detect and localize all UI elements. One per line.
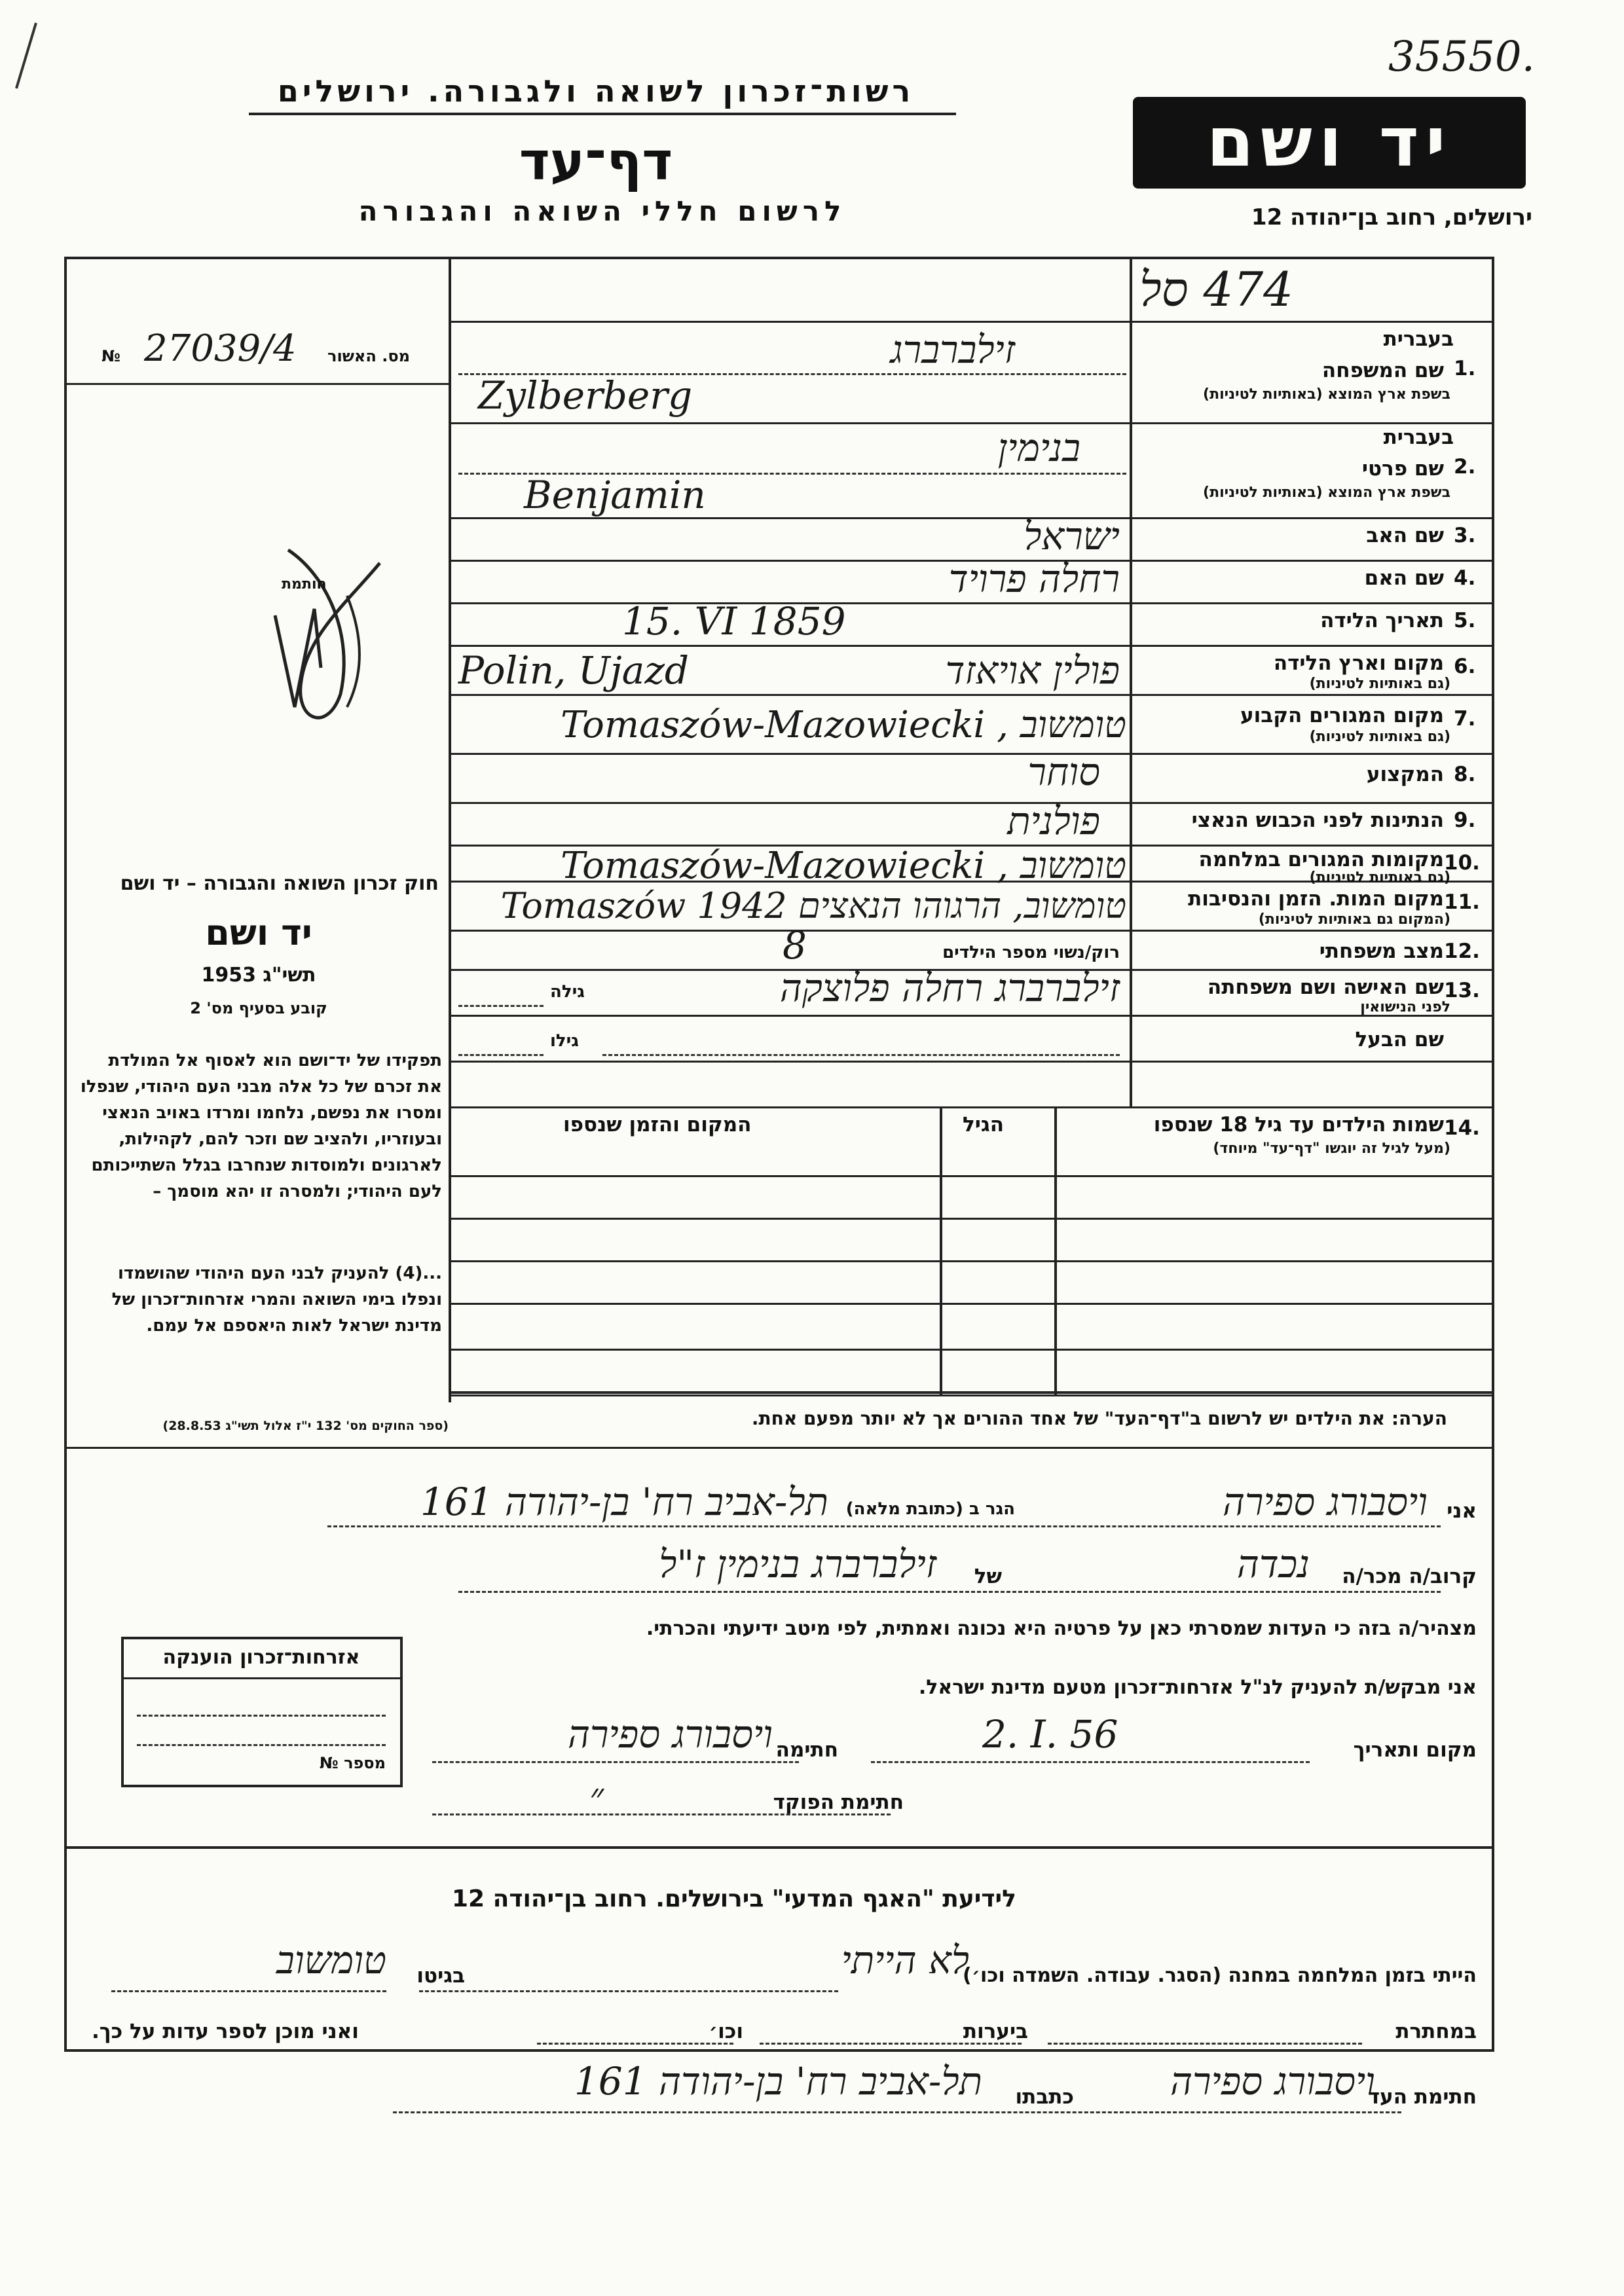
field-9-value: פולנית — [1007, 799, 1100, 843]
approval-label: מס. האשור — [327, 347, 410, 365]
field-10-sub: (גם באותיות לטיניות) — [1309, 869, 1450, 886]
field-7-label: מקום המגורים הקבוע — [1240, 704, 1444, 727]
research-witness-line — [393, 2111, 1401, 2113]
field-12-number: 12. — [1444, 939, 1480, 963]
field-8-label: המקצוע — [1366, 763, 1444, 786]
row-line — [451, 645, 1494, 647]
husband-label: שם הבעל — [1355, 1028, 1444, 1051]
field-6-label: מקום וארץ הלידה — [1273, 651, 1444, 675]
field-6-value-heb: פולין אויאזד — [945, 648, 1120, 693]
decl-of-label: של — [974, 1565, 1002, 1588]
decl-request: אני מבקש/ת להעניק לנ"ל אזרחות־זכרון מטעם מדינת ישראל. — [918, 1676, 1477, 1699]
research-forests-line — [760, 2043, 1022, 2045]
research-address-value: תל-אביב רח' בן-יהודה 161 — [574, 2059, 982, 2104]
sidebar-gazette: (ספר החוקים מס' 132 י"ז אלול תשי"ג 28.8.53) — [162, 1419, 449, 1433]
children-col-divider — [1054, 1106, 1057, 1394]
decl-residing-label: הגר ב (כתובת מלאה) — [845, 1499, 1015, 1519]
logo-text: יד ושם — [1206, 102, 1452, 182]
note-rule — [451, 1391, 1494, 1394]
header-address: ירושלים, רחוב בן־יהודה 12 — [1251, 204, 1532, 230]
decl-i-value: ויסבורג ספירה — [1223, 1480, 1428, 1524]
field-14-sub: (מעל לגיל זה יוגשו "דף־עד" מיוחד) — [1213, 1140, 1450, 1157]
field-14-number: 14. — [1444, 1116, 1480, 1140]
sidebar-body-1: תפקידו של יד־ושם הוא לאסוף אל המולדת את זכרם של כל אלה מבני העם היהודי, שנפלו ומסרו את נפשם, נלחמו ומרדו באויב הנאצי ובעוזריו, ולהציב שם וזכר להם, לקהילות, לארגונים ולמוסדות שנחרבו בגלל השתייכותם לעם היהודי; ולמסרה זו יהא מוסמך – — [80, 1051, 442, 1201]
husband-age-line — [458, 1054, 544, 1056]
row-line — [451, 694, 1494, 696]
children-col-age: הגיל — [963, 1113, 1005, 1137]
children-row — [451, 1260, 1494, 1262]
decl-line-2 — [458, 1591, 1441, 1593]
row-line — [451, 422, 1494, 424]
field-13-number: 13. — [1444, 979, 1480, 1002]
citizenship-box-number: מספר № — [319, 1754, 386, 1772]
field-3-number: 3. — [1454, 524, 1476, 547]
field-6-number: 6. — [1454, 655, 1476, 678]
sidebar-section: קובע בסעיף מס' 2 — [190, 999, 327, 1017]
field-1-heb-value: זילברברג — [890, 327, 1015, 372]
children-row — [451, 1218, 1494, 1220]
citizenship-box-line — [137, 1744, 386, 1746]
research-etc-line — [537, 2043, 733, 2045]
note-text: הערה: את הילדים יש לרשום ב"דף־העד" של אחד ההורים אך לא יותר מפעם אחת. — [751, 1408, 1447, 1429]
field-2-heb-value: בנימין — [997, 426, 1080, 470]
decl-signature-line — [432, 1761, 799, 1763]
field-2-sub: בשפת ארץ המוצא (באותיות לטיניות) — [1203, 484, 1450, 501]
research-etc-label: וכו׳ — [709, 2020, 743, 2043]
corner-mark — [13, 20, 39, 94]
research-camp-line — [419, 1990, 838, 1992]
research-ghetto-label: בגיטו — [416, 1964, 465, 1988]
row-line — [451, 1061, 1494, 1063]
research-camp-value: לא הייתי — [841, 1938, 969, 1982]
field-11-number: 11. — [1444, 890, 1480, 914]
field-10-label: מקומות המגורים במלחמה — [1198, 848, 1444, 871]
decl-date-value: 2. I. 56 — [982, 1712, 1118, 1757]
children-col-divider — [940, 1106, 942, 1394]
field-12-value: 8 — [783, 923, 807, 968]
yad-vashem-logo — [1133, 97, 1526, 189]
field-11-sub: (המקום גם באותיות לטיניות) — [1258, 911, 1450, 928]
research-witness-value: ויסבורג ספירה — [1170, 2059, 1375, 2104]
citizenship-box-rule — [124, 1677, 400, 1679]
children-row — [451, 1175, 1494, 1177]
note-bottom-rule — [65, 1447, 1494, 1449]
authority-title: רשות־זכרון לשואה ולגבורה. ירושלים — [277, 73, 915, 109]
form-subtitle: לרשום חללי השואה והגבורה — [358, 195, 847, 227]
research-was-during-war: הייתי בזמן המלחמה במחנה (הסגר. עבודה. השמדה וכו׳) — [963, 1964, 1477, 1987]
field-7-number: 7. — [1454, 707, 1476, 731]
research-title: לידיעת "האגף המדעי" בירושלים. רחוב בן־יהודה 12 — [452, 1886, 1016, 1912]
children-col-place: המקום והזמן שנספו — [563, 1113, 752, 1137]
field-3-label: שם האב — [1366, 524, 1444, 547]
field-2-latin-value: Benjamin — [524, 473, 706, 517]
field-1-label: שם המשפחה — [1321, 359, 1444, 382]
approval-value: 27039/4 — [144, 327, 297, 370]
decl-signature-label: חתימה — [775, 1738, 838, 1762]
field-5-number: 5. — [1454, 609, 1476, 632]
husband-line — [602, 1054, 1120, 1056]
decl-i-label: אני — [1447, 1499, 1477, 1523]
field-10-number: 10. — [1444, 851, 1480, 875]
row-line — [451, 321, 1494, 323]
decl-officer-value: ״ — [589, 1774, 604, 1819]
field-9-label: הנתינות לפני הכבוש הנאצי — [1191, 809, 1444, 832]
field-12-label: מצב משפחתי — [1319, 939, 1444, 963]
research-underground-label: במחתרת — [1395, 2020, 1477, 2043]
field-10-value: טומשוב , Tomaszów-Mazowiecki — [561, 845, 1126, 887]
research-address-label: כתבתו — [1015, 2085, 1074, 2109]
field-5-label: תאריך הלידה — [1320, 609, 1444, 632]
research-forests-label: ביערות — [963, 2020, 1028, 2043]
decl-officer-label: חתימת הפוקד — [773, 1791, 904, 1814]
citizenship-box-line — [137, 1715, 386, 1717]
row-line — [451, 1015, 1494, 1017]
field-11-value: טומשוב, הרגוהו הנאצים Tomaszów 1942 — [500, 885, 1126, 926]
field-14-label: שמות הילדים עד גיל 18 שנספו — [1153, 1113, 1444, 1137]
field-13-label: שם האישה ושם משפחתה — [1207, 975, 1444, 999]
field-4-value: רחלה פרויד — [948, 556, 1120, 601]
decl-of-value: זילברברג בנימין ז"ל — [659, 1542, 936, 1586]
field-2-label: שם פרטי — [1361, 457, 1444, 481]
field-13-sub: לפני הנישואין — [1360, 999, 1450, 1015]
field-5-value: 15. VI 1859 — [622, 599, 846, 644]
authority-underline — [249, 113, 956, 115]
field-6-value-latin: Polin, Ujazd — [458, 648, 690, 693]
field-1-heb-label: בעברית — [1383, 327, 1454, 351]
decl-date-line — [871, 1761, 1310, 1763]
field-3-value: ישראל — [1024, 514, 1120, 558]
file-ref: 474 סל — [1139, 262, 1293, 317]
research-witness-label: חתימת העד — [1367, 2085, 1477, 2109]
research-ghetto-value: טומשוב — [276, 1938, 386, 1982]
citizenship-box-title: אזרחות־זכרון הוענקה — [162, 1646, 360, 1669]
decl-address-value: תל-אביב רח' בן-יהודה 161 — [420, 1480, 828, 1524]
sidebar-year: תשי"ג 1953 — [201, 964, 316, 987]
sidebar-body-2: ...(4) להעניק לבני העם היהודי שהושמדו ונפלו בימי השואה והמרי אזרחות־זכרון של מדינת ישראל לאות היאספם אל עמם. — [111, 1264, 442, 1336]
decl-officer-line — [432, 1813, 891, 1815]
row-line — [451, 602, 1494, 604]
labels-divider — [1130, 257, 1132, 1108]
field-4-label: שם האם — [1364, 566, 1444, 590]
decl-place-date-label: מקום ותאריך — [1353, 1738, 1477, 1762]
children-row — [451, 1303, 1494, 1305]
field-8-number: 8. — [1454, 763, 1476, 786]
field-2-heb-label: בעברית — [1383, 426, 1454, 449]
field-2-number: 2. — [1454, 455, 1476, 479]
decl-relative-value: נכדה — [1236, 1542, 1310, 1586]
field-1-number: 1. — [1454, 357, 1476, 380]
children-row — [451, 1349, 1494, 1351]
citizenship-box — [121, 1637, 403, 1787]
decl-line-1 — [327, 1525, 1441, 1527]
field-1-sub: בשפת ארץ המוצא (באותיות לטיניות) — [1203, 386, 1450, 403]
stamp-label: חותמת — [282, 576, 327, 592]
husband-age-label: גילו — [550, 1031, 579, 1051]
research-willing: ואני מוכן לספר עדות על כך. — [92, 2020, 359, 2043]
field-9-number: 9. — [1454, 809, 1476, 832]
field-13-value: זילברברג רחלה פלוצקה — [779, 966, 1120, 1010]
approval-no-symbol: № — [101, 347, 120, 365]
children-row — [451, 1394, 1494, 1396]
research-underground-line — [1048, 2043, 1362, 2045]
field-8-value: סוחר — [1027, 750, 1100, 794]
row-line — [451, 1106, 1494, 1108]
field-12-options: רוק/נשוי מספר הילדים — [942, 943, 1120, 962]
sidebar-law-title: חוק זכרון השואה והגבורה – יד ושם — [120, 872, 439, 895]
research-ghetto-line — [111, 1990, 386, 1992]
page-number: 35550. — [1388, 33, 1535, 81]
row-line — [451, 517, 1494, 519]
research-rule — [65, 1846, 1494, 1849]
field-7-value: טומשוב , Tomaszów-Mazowiecki — [561, 704, 1126, 746]
field-6-sub: (גם באותיות לטיניות) — [1309, 676, 1450, 692]
decl-statement: מצהיר/ה בזה כי העדות שמסרתי כאן על פרטיה היא נכונה ואמתית, לפי מיטב ידיעתי והכרתי. — [646, 1617, 1477, 1640]
approval-rule — [67, 383, 449, 385]
row-line — [451, 930, 1494, 932]
row-line — [451, 802, 1494, 804]
sidebar-divider — [449, 257, 451, 1402]
field-13-age-line — [458, 1005, 544, 1007]
sidebar-law-name: יד ושם — [205, 912, 312, 953]
field-11-label: מקום המות. הזמן והנסיבות — [1188, 887, 1444, 911]
form-title: דף־עד — [519, 131, 673, 192]
decl-signature-value: ויסבורג ספירה — [568, 1712, 773, 1757]
decl-relative-label: קרוב/ה מכר/ה — [1342, 1565, 1477, 1588]
row-line — [451, 753, 1494, 755]
field-7-sub: (גם באותיות לטיניות) — [1309, 729, 1450, 745]
field-1-latin-value: Zylberberg — [478, 373, 693, 418]
signature-stamp — [249, 537, 393, 736]
field-4-number: 4. — [1454, 566, 1476, 590]
field-13-age-label: גילה — [550, 982, 585, 1002]
